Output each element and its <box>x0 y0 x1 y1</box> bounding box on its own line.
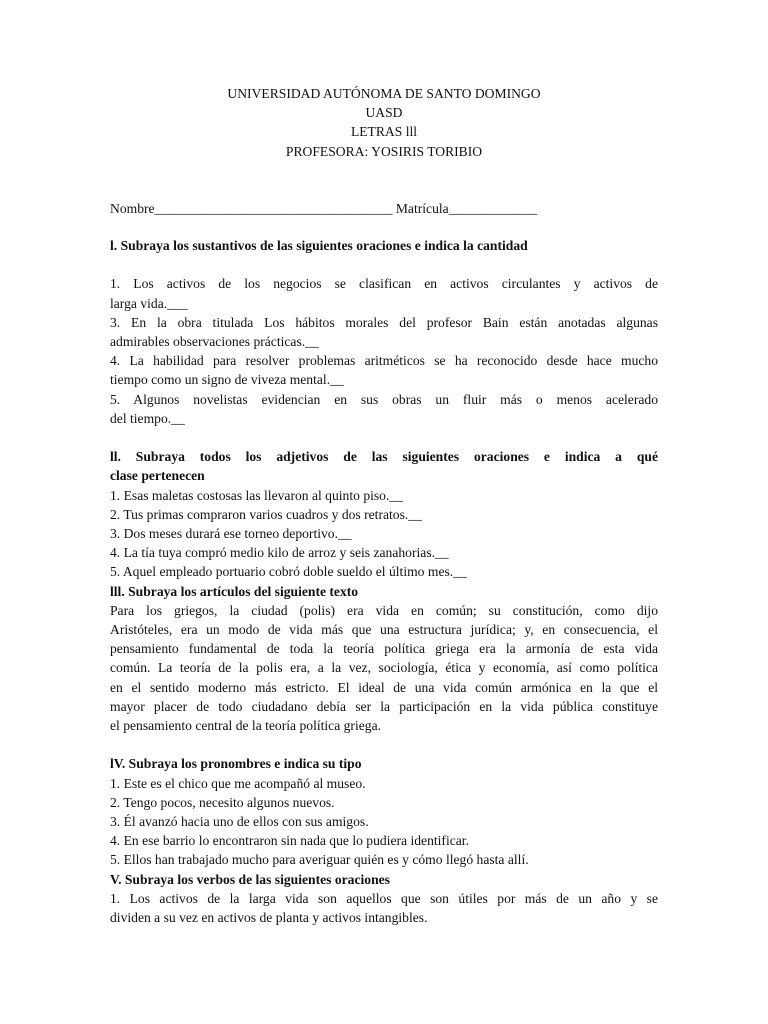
list-item: 4. La habilidad para resolver problemas aritméticos se ha reconocido desde hace mucho tiempo como un signo de viveza mental.__ <box>110 353 658 388</box>
university-acronym: UASD <box>365 105 403 121</box>
course-name: LETRAS lll <box>350 124 418 140</box>
id-field-label: Matrícula_____________ <box>395 200 538 216</box>
university-name: UNIVERSIDAD AUTÓNOMA DE SANTO DOMINGO <box>227 86 541 101</box>
section-4 <box>110 754 658 869</box>
section-5 <box>110 870 658 928</box>
list-item: 1. Este es el chico que me acompañó al museo. <box>110 775 366 791</box>
list-item: 1. Esas maletas costosas las llevaron al quinto piso.__ <box>110 487 403 503</box>
list-item: 4. La tía tuya compró medio kilo de arroz y seis zanahorias.__ <box>110 545 449 561</box>
section-2-title: ll. Subraya todos los adjetivos de las siguientes oraciones e indica a qué <box>110 449 658 465</box>
section-2 <box>110 447 658 581</box>
section-3 <box>110 582 658 736</box>
list-item: 2. Tus primas compraron varios cuadros y dos retratos.__ <box>110 506 422 522</box>
section-4-title: lV. Subraya los pronombres e indica su tipo <box>110 756 362 772</box>
list-item: 3. En la obra titulada Los hábitos morales del profesor Bain están anotadas algunas admirables observaciones prácticas.__ <box>110 314 658 349</box>
section-5-title: V. Subraya los verbos de las siguientes oraciones <box>110 871 390 887</box>
list-item: 5. Ellos han trabajado mucho para averiguar quién es y cómo llegó hasta allí. <box>110 852 529 868</box>
section-2-title-cont: clase pertenecen <box>110 468 205 484</box>
section-3-title: lll. Subraya los artículos del siguiente texto <box>110 583 359 599</box>
professor-name: PROFESORA: YOSIRIS TORIBIO <box>285 143 483 159</box>
list-item: 2. Tengo pocos, necesito algunos nuevos. <box>110 794 335 810</box>
section-1 <box>110 236 658 428</box>
list-item: 3. Dos meses durará ese torneo deportivo.__ <box>110 525 352 541</box>
name-field-label: Nombre___________________________________ <box>110 200 393 216</box>
list-item: 5. Algunos novelistas evidencian en sus obras un fluir más o menos acelerado del tiempo.__ <box>110 391 658 426</box>
document-header <box>110 84 658 161</box>
list-item: 5. Aquel empleado portuario cobró doble sueldo el último mes.__ <box>110 564 467 580</box>
section-1-title: l. Subraya los sustantivos de las siguientes oraciones e indica la cantidad <box>110 237 528 253</box>
list-item: 1. Los activos de los negocios se clasifican en activos circulantes y activos de larga vida.___ <box>110 276 658 311</box>
list-item: 3. Él avanzó hacia uno de ellos con sus amigos. <box>110 814 369 829</box>
list-item: 1. Los activos de la larga vida son aquellos que son útiles por más de un año y se dividen a su vez en activos de planta y activos intangibles. <box>110 890 658 926</box>
paragraph: Para los griegos, la ciudad (polis) era vida en común; su constitución, como dijo Aristóteles, era un modo de vida más que una estructura jurídica; y, en consecuencia, el pensamiento fundamental de toda la teoría política griega era la armonía de esta vida común. La teoría de la polis era, a la vez, sociología, ética y economía, así como política en el sentido moderno más estricto. El ideal de una vida común armónica en la que el mayor placer de todo ciudadano debía ser la participación en la vida pública constituye el pensamiento central de la teoría política griega. <box>110 602 658 733</box>
student-fields <box>110 199 658 218</box>
list-item: 4. En ese barrio lo encontraron sin nada que lo pudiera identificar. <box>110 833 469 849</box>
